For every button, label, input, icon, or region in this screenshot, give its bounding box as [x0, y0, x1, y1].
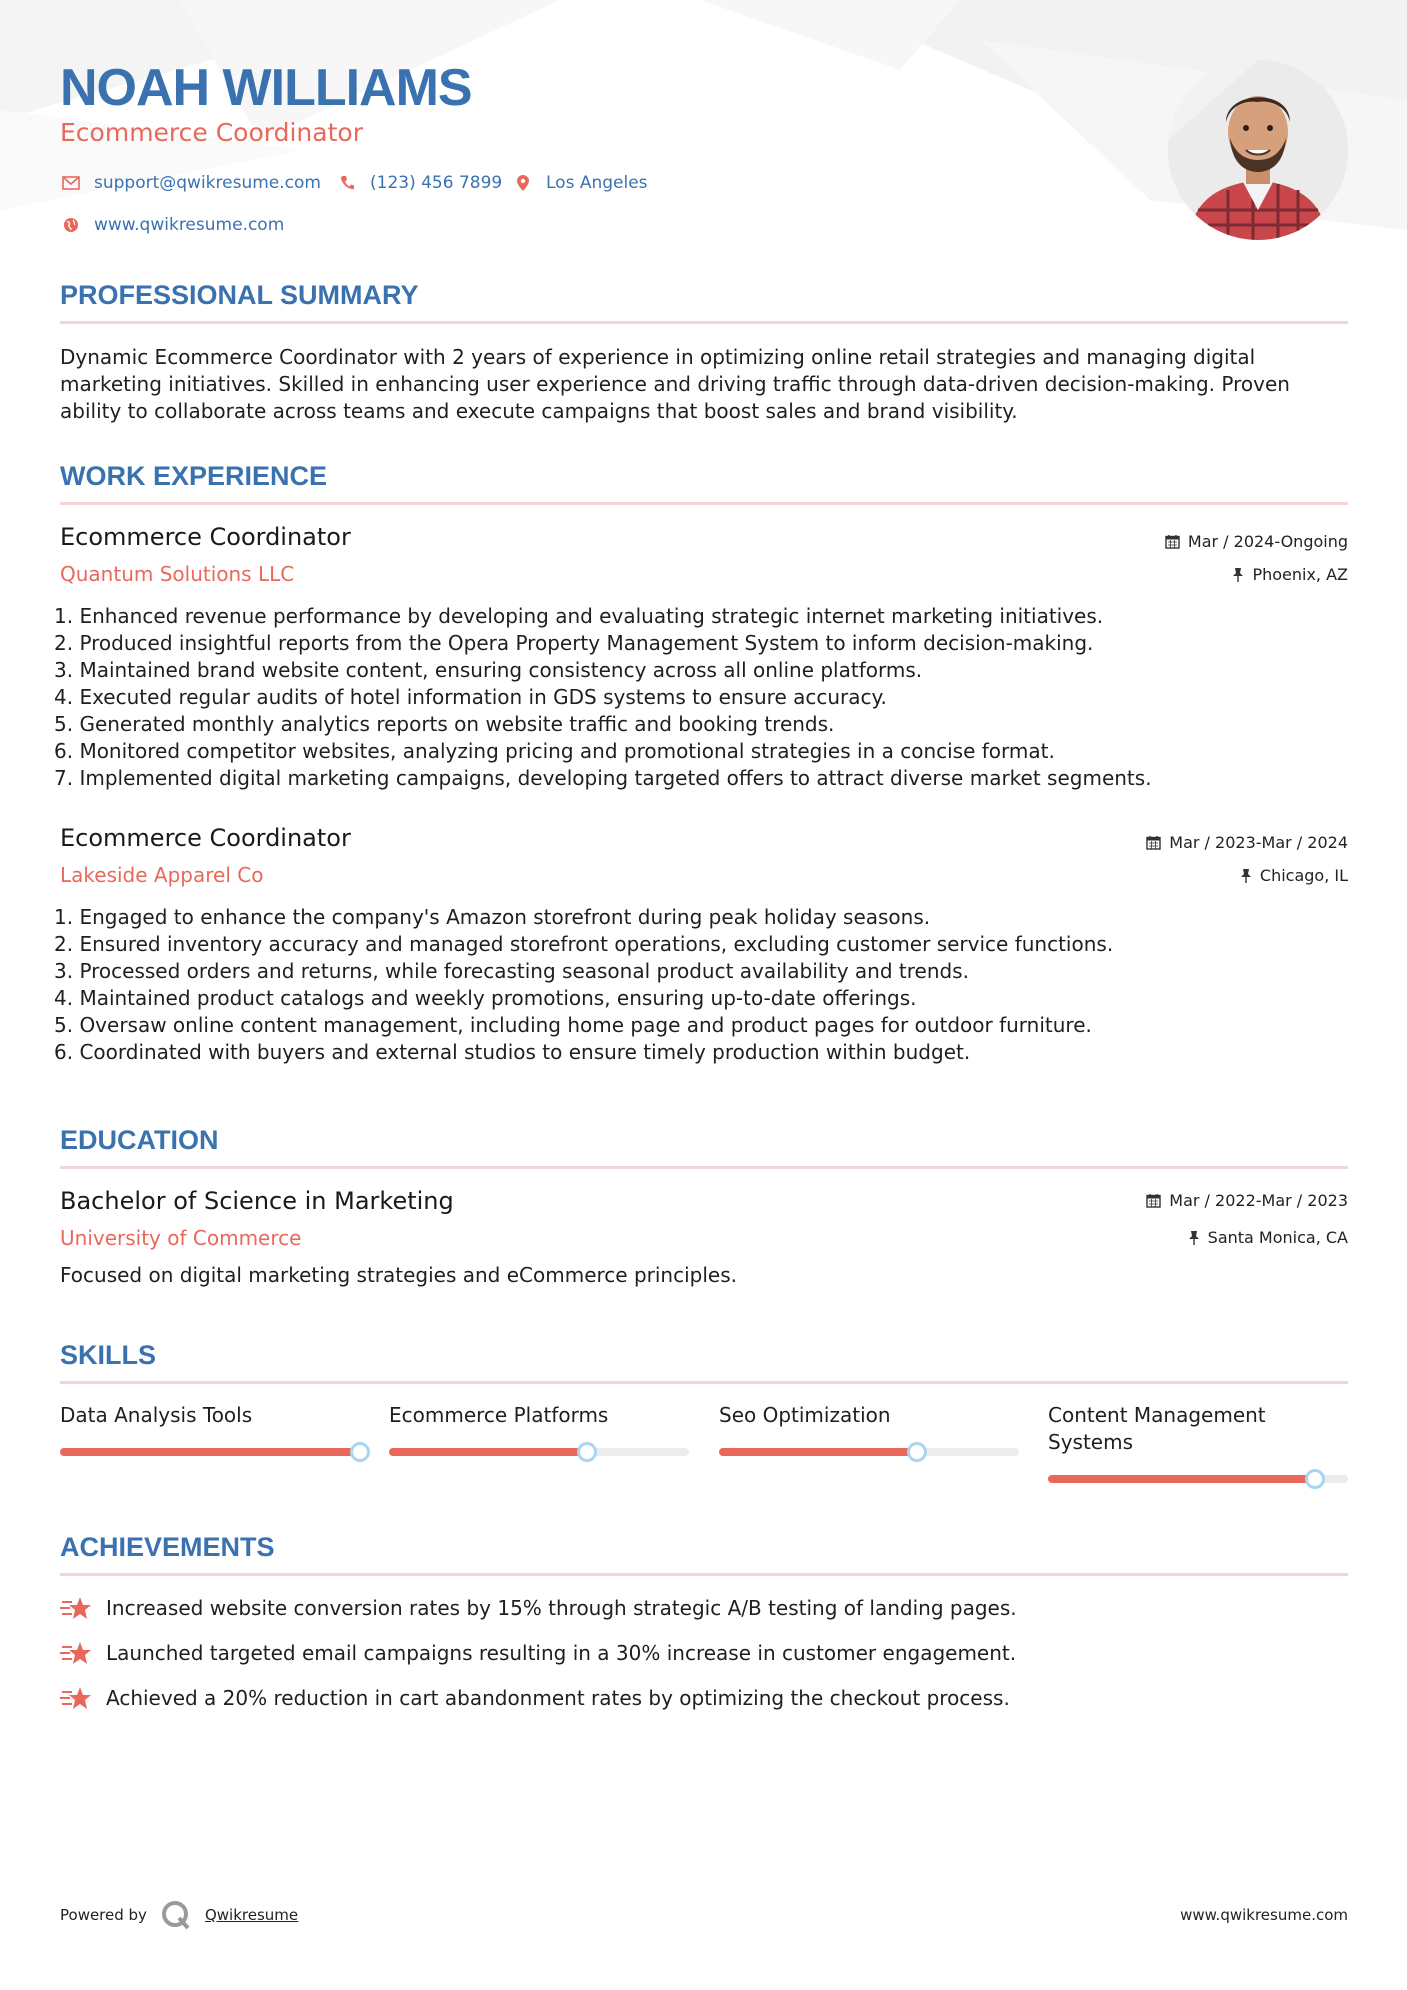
school-name: University of Commerce [60, 1226, 302, 1250]
list-item: 2. Produced insightful reports from the Opera Property Management System to inform decision-making. [54, 631, 1094, 655]
summary-text: Dynamic Ecommerce Coordinator with 2 years of experience in optimizing online retail strategies and managing digital marketing initiatives. Skilled in enhancing user experience and driving traffic through data-driven decision-making. Proven ability to collaborate across teams and execute campaigns that boost sales and brand visibility. [60, 345, 1290, 423]
job-location [1232, 565, 1348, 584]
skill-level-knob [577, 1442, 597, 1462]
list-item: 4. Maintained product catalogs and weekly promotions, ensuring up-to-date offerings. [54, 986, 917, 1010]
calendar-icon [1146, 1193, 1161, 1208]
skill-name: Data Analysis Tools [60, 1403, 253, 1427]
skill-name: Ecommerce Platforms [389, 1403, 609, 1427]
education-dates [1146, 1191, 1348, 1210]
list-item: 6. Monitored competitor websites, analyzing pricing and promotional strategies in a concise format. [54, 739, 1055, 763]
summary-divider [60, 321, 1348, 324]
company-name: Quantum Solutions LLC [60, 562, 295, 586]
list-item: 1. Enhanced revenue performance by developing and evaluating strategic internet marketing initiatives. [54, 604, 1104, 628]
job-location-text: Chicago, IL [1259, 866, 1348, 885]
job-bullets [54, 904, 1344, 1066]
education-description: Focused on digital marketing strategies and eCommerce principles. [60, 1263, 737, 1287]
qwikresume-link[interactable]: Qwikresume [204, 1906, 299, 1924]
pushpin-icon [1232, 567, 1244, 582]
list-item: 1. Engaged to enhance the company's Amazon storefront during peak holiday seasons. [54, 905, 931, 929]
list-item: 3. Processed orders and returns, while forecasting seasonal product availability and trends. [54, 959, 969, 983]
skill-name: Content Management Systems [1048, 1403, 1266, 1454]
skill-bar [60, 1448, 360, 1456]
achievements-divider [60, 1573, 1348, 1576]
education-heading: EDUCATION [60, 1125, 219, 1155]
email-contact[interactable] [60, 172, 321, 194]
list-item: 7. Implemented digital marketing campaigns, developing targeted offers to attract diverse market segments. [54, 766, 1152, 790]
email-text[interactable]: support@qwikresume.com [94, 173, 321, 193]
experience-divider [60, 502, 1348, 505]
job-dates [1146, 833, 1348, 852]
achievement-item [60, 1639, 1016, 1667]
job-title: Ecommerce Coordinator [60, 523, 351, 551]
profile-photo [1168, 60, 1348, 240]
job-dates-text: Mar / 2024-Ongoing [1187, 532, 1348, 551]
list-item: 2. Ensured inventory accuracy and managed storefront operations, excluding customer service functions. [54, 932, 1114, 956]
list-item: 3. Maintained brand website content, ensuring consistency across all online platforms. [54, 658, 923, 682]
achievement-text: Launched targeted email campaigns resulting in a 30% increase in customer engagement. [106, 1641, 1017, 1665]
list-item: 5. Generated monthly analytics reports on website traffic and booking trends. [54, 712, 835, 736]
footer-powered-by [60, 1900, 298, 1930]
phone-icon [336, 172, 358, 194]
job-location-text: Phoenix, AZ [1252, 565, 1348, 584]
achievement-item [60, 1594, 1017, 1622]
mail-icon [60, 172, 82, 194]
skills-heading: SKILLS [60, 1340, 157, 1370]
list-item: 4. Executed regular audits of hotel information in GDS systems to ensure accuracy. [54, 685, 887, 709]
phone-text[interactable]: (123) 456 7899 [370, 173, 503, 193]
summary-heading: PROFESSIONAL SUMMARY [60, 280, 419, 310]
website-text[interactable]: www.qwikresume.com [94, 215, 285, 235]
job-dates-text: Mar / 2023-Mar / 2024 [1169, 833, 1348, 852]
candidate-name: NOAH WILLIAMS [60, 59, 472, 117]
achievement-item [60, 1684, 1010, 1712]
skill-bar-fill [719, 1448, 917, 1456]
list-item: 6. Coordinated with buyers and external studios to ensure timely production within budget. [54, 1040, 971, 1064]
experience-heading: WORK EXPERIENCE [60, 461, 328, 491]
shooting-star-icon [60, 1639, 92, 1667]
qwikresume-logo-icon [161, 1900, 191, 1930]
phone-contact[interactable] [336, 172, 502, 194]
calendar-icon [1146, 835, 1161, 850]
skill-bar-fill [60, 1448, 360, 1456]
location-text: Los Angeles [546, 173, 648, 193]
skills-divider [60, 1381, 1348, 1384]
skill-name: Seo Optimization [719, 1403, 891, 1427]
company-name: Lakeside Apparel Co [60, 863, 264, 887]
skill-bar [1048, 1475, 1348, 1483]
skill-bar-fill [1048, 1475, 1315, 1483]
education-dates-text: Mar / 2022-Mar / 2023 [1169, 1191, 1348, 1210]
skill-level-knob [907, 1442, 927, 1462]
map-pin-icon [512, 172, 534, 194]
job-title: Ecommerce Coordinator [60, 824, 351, 852]
job-location [1240, 866, 1348, 885]
skill-bar-fill [389, 1448, 587, 1456]
education-divider [60, 1166, 1348, 1169]
skill-level-knob [350, 1442, 370, 1462]
pushpin-icon [1240, 868, 1252, 883]
footer-website-link[interactable]: www.qwikresume.com [1180, 1906, 1348, 1924]
achievement-text: Increased website conversion rates by 15% through strategic A/B testing of landing pages. [106, 1596, 1017, 1620]
website-contact[interactable] [60, 214, 284, 236]
location-contact [512, 172, 648, 194]
calendar-icon [1165, 534, 1180, 549]
education-location-text: Santa Monica, CA [1207, 1228, 1348, 1247]
skill-level-knob [1305, 1469, 1325, 1489]
job-dates [1165, 532, 1348, 551]
powered-by-label: Powered by [60, 1906, 147, 1924]
job-bullets [54, 603, 1344, 792]
pushpin-icon [1188, 1230, 1200, 1245]
achievement-text: Achieved a 20% reduction in cart abandonment rates by optimizing the checkout process. [106, 1686, 1010, 1710]
globe-icon [60, 214, 82, 236]
shooting-star-icon [60, 1684, 92, 1712]
shooting-star-icon [60, 1594, 92, 1622]
skill-bar [389, 1448, 689, 1456]
skill-bar [719, 1448, 1019, 1456]
degree-title: Bachelor of Science in Marketing [60, 1187, 454, 1215]
candidate-role: Ecommerce Coordinator [60, 118, 363, 147]
list-item: 5. Oversaw online content management, including home page and product pages for outdoor furniture. [54, 1013, 1092, 1037]
achievements-heading: ACHIEVEMENTS [60, 1532, 275, 1562]
education-location [1188, 1228, 1348, 1247]
